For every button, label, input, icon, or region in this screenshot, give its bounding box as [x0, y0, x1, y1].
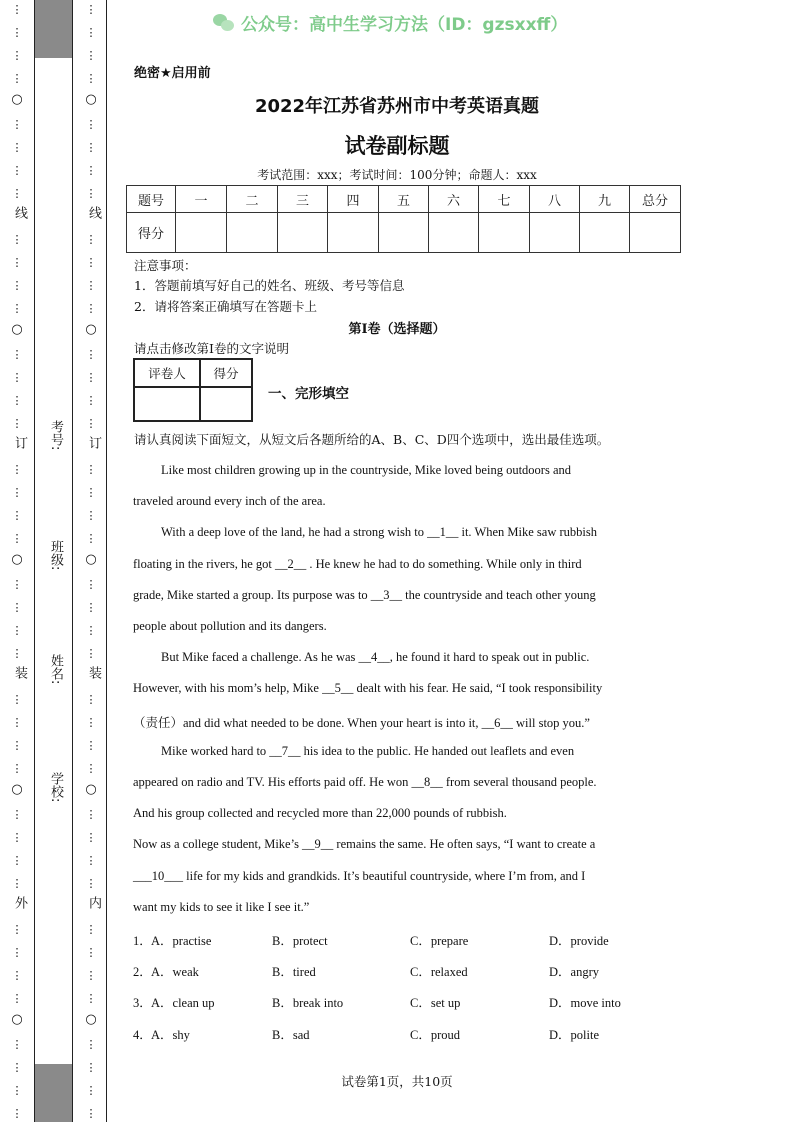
outer-dot: ⋮ [11, 624, 23, 637]
score-cell[interactable] [429, 213, 479, 253]
outer-dot: ⋮ [11, 877, 23, 890]
score-cell[interactable] [379, 213, 429, 253]
inner-dot: ⋮ [85, 854, 97, 867]
notes-heading: 注意事项： [134, 258, 197, 273]
option-c[interactable]: C．set up [410, 996, 461, 1011]
exam-number-field[interactable]: 考号: [48, 420, 63, 451]
outer-dot: ⋮ [11, 509, 23, 522]
inner-dot: ⋮ [85, 716, 97, 729]
notes-item-2: 2．请将答案正确填写在答题卡上 [134, 299, 317, 314]
inner-label-xian: 线 [86, 206, 101, 219]
class-field[interactable]: 班级: [48, 540, 63, 571]
score-table-header-cell: 二 [227, 186, 278, 213]
outer-dot: ⋮ [11, 808, 23, 821]
wechat-banner [213, 10, 567, 35]
outer-label-ding: 订 [12, 436, 27, 449]
outer-label-xian: 线 [12, 206, 27, 219]
score-cell[interactable] [580, 213, 630, 253]
inner-dot: ⋮ [85, 371, 97, 384]
inner-dot: ⋮ [85, 463, 97, 476]
score-table-header-cell: 八 [530, 186, 580, 213]
outer-circle: ○ [11, 1012, 23, 1027]
score-table-header-cell: 一 [176, 186, 227, 213]
inner-dot: ⋮ [85, 762, 97, 775]
inner-dot: ⋮ [85, 72, 97, 85]
option-d[interactable]: D．polite [549, 1027, 599, 1042]
inner-dot: ⋮ [85, 877, 97, 890]
outer-dot: ⋮ [11, 118, 23, 131]
score-cell[interactable] [176, 213, 227, 253]
outer-dot: ⋮ [11, 831, 23, 844]
outer-dot: ⋮ [11, 348, 23, 361]
inner-dot: ⋮ [85, 486, 97, 499]
outer-circle: ○ [11, 322, 23, 337]
inner-dot: ⋮ [85, 302, 97, 315]
outer-dot: ⋮ [11, 1107, 23, 1120]
score-cell[interactable] [479, 213, 530, 253]
score-table-header-cell: 题号 [127, 186, 176, 213]
outer-dot: ⋮ [11, 923, 23, 936]
score-header: 得分 [200, 359, 252, 387]
grader-header: 评卷人 [134, 359, 200, 387]
outer-label-zhuang: 装 [12, 666, 27, 679]
outer-dot: ⋮ [11, 946, 23, 959]
outer-circle: ○ [11, 92, 23, 107]
inner-dot: ⋮ [85, 164, 97, 177]
option-d[interactable]: D．provide [549, 934, 609, 948]
outer-circle: ○ [11, 782, 23, 797]
passage-line: grade, Mike started a group. Its purpose was to __3__ the countryside and teach other young [133, 587, 596, 602]
outer-dot: ⋮ [11, 716, 23, 729]
outer-dot: ⋮ [11, 26, 23, 39]
inner-dot: ⋮ [85, 1038, 97, 1051]
outer-dot: ⋮ [11, 233, 23, 246]
option-a[interactable]: A．practise [151, 934, 212, 948]
option-b[interactable]: B．break into [272, 996, 344, 1011]
inner-circle: ○ [85, 552, 97, 567]
outer-dot: ⋮ [11, 141, 23, 154]
inner-dot: ⋮ [85, 601, 97, 614]
inner-dot: ⋮ [85, 532, 97, 545]
inner-label-nei: 内 [86, 896, 101, 909]
inner-dot: ⋮ [85, 923, 97, 936]
margin-gray-block-top [34, 0, 72, 58]
exam-info: 考试范围：xxx；考试时间：100分钟；命题人：xxx [257, 168, 537, 182]
inner-dot: ⋮ [85, 1107, 97, 1120]
passage-line: Now as a college student, Mike’s __9__ remains the same. He often says, “I want to create a [133, 837, 596, 852]
inner-dot: ⋮ [85, 739, 97, 752]
outer-dot: ⋮ [11, 739, 23, 752]
part-title: 第I卷（选择题） [348, 322, 446, 337]
outer-dot: ⋮ [11, 463, 23, 476]
outer-dot: ⋮ [11, 302, 23, 315]
outer-dot: ⋮ [11, 394, 23, 407]
wechat-text: 公众号：高中生学习方法（ID：gzsxxff） [241, 15, 568, 35]
score-cell[interactable] [630, 213, 681, 253]
score-table-header-cell: 总分 [630, 186, 681, 213]
inner-dot: ⋮ [85, 233, 97, 246]
outer-dot: ⋮ [11, 164, 23, 177]
passage-line: However, with his mom’s help, Mike __5__ dealt with his fear. He said, “I took responsibility [133, 681, 603, 696]
score-cell[interactable] [530, 213, 580, 253]
name-field[interactable]: 姓名: [48, 654, 63, 685]
outer-dot: ⋮ [11, 647, 23, 660]
outer-dot: ⋮ [11, 256, 23, 269]
inner-dot: ⋮ [85, 578, 97, 591]
part-description[interactable]: 请点击修改第I卷的文字说明 [134, 341, 289, 356]
outer-dot: ⋮ [11, 601, 23, 614]
inner-dot: ⋮ [85, 1084, 97, 1097]
passage-line: With a deep love of the land, he had a strong wish to __1__ it. When Mike saw rubbish [161, 525, 597, 540]
notes-item-1: 1．答题前填写好自己的姓名、班级、考号等信息 [134, 278, 405, 293]
score-cell[interactable] [227, 213, 278, 253]
option-b[interactable]: B．protect [272, 934, 328, 948]
inner-dot: ⋮ [85, 509, 97, 522]
score-cell[interactable] [278, 213, 328, 253]
outer-dot: ⋮ [11, 187, 23, 200]
outer-dot: ⋮ [11, 72, 23, 85]
exam-subtitle: 试卷副标题 [344, 134, 450, 158]
inner-circle: ○ [85, 92, 97, 107]
outer-dot: ⋮ [11, 969, 23, 982]
inner-dot: ⋮ [85, 647, 97, 660]
inner-dot: ⋮ [85, 26, 97, 39]
wechat-icon [213, 14, 235, 32]
inner-label-zhuang: 装 [86, 666, 101, 679]
score-row-label: 得分 [127, 213, 176, 253]
outer-dot: ⋮ [11, 371, 23, 384]
score-table-header-cell: 四 [328, 186, 379, 213]
score-table-header-cell: 六 [429, 186, 479, 213]
outer-dot: ⋮ [11, 49, 23, 62]
inner-dot: ⋮ [85, 624, 97, 637]
option-a[interactable]: A．clean up [151, 996, 215, 1011]
question-number: 4． [133, 1027, 152, 1042]
inner-dot: ⋮ [85, 693, 97, 706]
passage-line: （责任）and did what needed to be done. When your heart is into it, __6__ will stop you.” [133, 715, 590, 730]
passage-line: Mike worked hard to __7__ his idea to the public. He handed out leaflets and even [161, 743, 575, 758]
page-footer: 试卷第1页，共10页 [341, 1074, 453, 1089]
outer-label-wai: 外 [12, 896, 27, 909]
option-d[interactable]: D．move into [549, 996, 621, 1011]
inner-circle: ○ [85, 322, 97, 337]
passage-line: ___10___ life for my kids and grandkids. It’s beautiful countryside, where I’m from, and I [133, 868, 586, 883]
score-table-header-cell: 三 [278, 186, 328, 213]
score-cell[interactable] [200, 387, 252, 421]
school-field[interactable]: 学校: [48, 772, 63, 803]
inner-circle: ○ [85, 782, 97, 797]
option-a[interactable]: A．shy [151, 1027, 190, 1042]
score-cell[interactable] [328, 213, 379, 253]
section-heading: 一、完形填空 [268, 386, 349, 402]
passage-line: traveled around every inch of the area. [133, 494, 326, 509]
inner-dot: ⋮ [85, 187, 97, 200]
score-table-header-cell: 七 [479, 186, 530, 213]
option-c[interactable]: C．proud [410, 1027, 461, 1042]
inner-dot: ⋮ [85, 1061, 97, 1074]
inner-dot: ⋮ [85, 141, 97, 154]
score-table [126, 185, 681, 253]
option-d[interactable]: D．angry [549, 965, 599, 980]
option-c[interactable]: C．prepare [410, 934, 469, 948]
grader-cell[interactable] [134, 387, 200, 421]
inner-circle: ○ [85, 1012, 97, 1027]
outer-dot: ⋮ [11, 762, 23, 775]
passage-line: appeared on radio and TV. His efforts paid off. He won __8__ from several thousand people. [133, 775, 597, 789]
outer-dot: ⋮ [11, 992, 23, 1005]
score-table-header-cell: 九 [580, 186, 630, 213]
inner-dot: ⋮ [85, 256, 97, 269]
inner-dot: ⋮ [85, 348, 97, 361]
outer-dot: ⋮ [11, 532, 23, 545]
passage-line: Like most children growing up in the countryside, Mike loved being outdoors and [161, 463, 571, 477]
option-b[interactable]: B．sad [272, 1027, 310, 1042]
inner-label-ding: 订 [86, 436, 101, 449]
passage-line: people about pollution and its dangers. [133, 619, 327, 633]
inner-dot: ⋮ [85, 808, 97, 821]
secret-label: 绝密★启用前 [134, 66, 211, 81]
inner-dot: ⋮ [85, 946, 97, 959]
outer-dot: ⋮ [11, 1061, 23, 1074]
outer-dot: ⋮ [11, 578, 23, 591]
question-number: 1． [133, 934, 152, 948]
outer-dot: ⋮ [11, 1084, 23, 1097]
question-number: 3． [133, 996, 152, 1011]
passage-line: floating in the rivers, he got __2__ . He knew he had to do something. While only in third [133, 556, 582, 571]
outer-dot: ⋮ [11, 417, 23, 430]
passage-line: want my kids to see it like I see it.” [133, 899, 310, 914]
option-a[interactable]: A．weak [151, 965, 199, 980]
question-number: 2． [133, 965, 152, 980]
inner-dot: ⋮ [85, 118, 97, 131]
inner-dot: ⋮ [85, 417, 97, 430]
inner-dot: ⋮ [85, 969, 97, 982]
option-c[interactable]: C．relaxed [410, 965, 468, 980]
outer-dot: ⋮ [11, 693, 23, 706]
passage-line: But Mike faced a challenge. As he was __4__, he found it hard to speak out in public. [161, 650, 590, 665]
inner-dot: ⋮ [85, 992, 97, 1005]
score-table-header-cell: 五 [379, 186, 429, 213]
outer-dot: ⋮ [11, 854, 23, 867]
inner-dot: ⋮ [85, 831, 97, 844]
inner-dot: ⋮ [85, 394, 97, 407]
inner-dot: ⋮ [85, 49, 97, 62]
option-b[interactable]: B．tired [272, 965, 316, 980]
inner-dot: ⋮ [85, 3, 97, 16]
grader-table [133, 358, 253, 422]
passage-line: And his group collected and recycled more than 22,000 pounds of rubbish. [133, 806, 507, 821]
outer-circle: ○ [11, 552, 23, 567]
outer-dot: ⋮ [11, 486, 23, 499]
section-instruction: 请认真阅读下面短文，从短文后各题所给的A、B、C、D四个选项中，选出最佳选项。 [134, 432, 610, 447]
exam-title: 2022年江苏省苏州市中考英语真题 [254, 96, 540, 117]
outer-dot: ⋮ [11, 3, 23, 16]
outer-dot: ⋮ [11, 1038, 23, 1051]
inner-dot: ⋮ [85, 279, 97, 292]
outer-dot: ⋮ [11, 279, 23, 292]
